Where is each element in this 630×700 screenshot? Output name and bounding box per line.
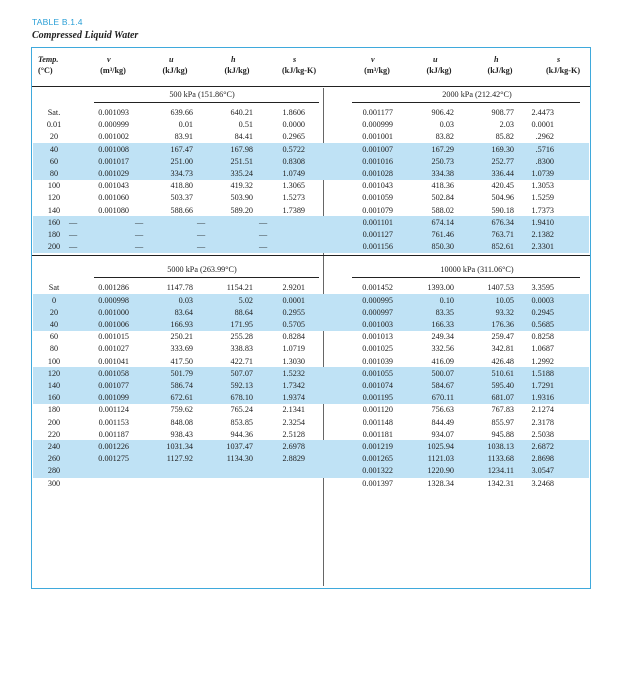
section2-right-3-0: 0.001003 [362, 320, 393, 329]
col-symbol-0: v [107, 55, 111, 64]
col-symbol-1: u [169, 55, 174, 64]
section2-right-14-3: 2.8698 [531, 454, 554, 464]
section1-left-title: 500 kPa (151.86°C) [169, 90, 235, 99]
section1-right-2-2: 85.82 [495, 132, 514, 142]
section1-left-4-2: 251.51 [230, 156, 253, 166]
section2-left-14-1: 1127.92 [166, 454, 193, 464]
section1-right-6-0: 0.001043 [362, 181, 393, 191]
section2-right-2-2: 93.32 [495, 307, 514, 317]
section1-left-5-2: 335.24 [230, 169, 253, 178]
section1-temp-0: Sat. [47, 108, 61, 117]
section2-right-16-1: 1328.34 [427, 478, 454, 488]
section2-right-6-2: 426.48 [491, 356, 514, 366]
table-title: Compressed Liquid Water [32, 30, 139, 41]
section1-right-10-1: 761.46 [431, 230, 454, 239]
section1-right-10-3: 2.1382 [531, 230, 554, 239]
section2-left-4-3: 0.8284 [282, 332, 305, 342]
section1-temp-2: 20 [49, 132, 59, 142]
section2-right-9-2: 681.07 [491, 393, 514, 403]
section1-right-7-0: 0.001059 [362, 193, 393, 203]
section2-temp-1: 0 [51, 295, 57, 305]
section2-right-14-1: 1121.03 [427, 454, 454, 464]
section2-left-5-0: 0.001027 [98, 344, 129, 354]
section1-left-2-0: 0.001002 [98, 132, 129, 142]
section2-left-3-2: 171.95 [230, 320, 253, 329]
section2-right-4-2: 259.47 [491, 332, 514, 342]
section1-right-1-0: 0.000999 [362, 120, 393, 130]
section2-left-8-3: 1.7342 [282, 381, 305, 390]
col-unit-2: (kJ/kg) [224, 66, 250, 75]
section2-left-8-1: 586.74 [170, 381, 193, 390]
section1-left-5-1: 334.73 [170, 169, 193, 178]
section2-right-12-1: 934.07 [431, 429, 454, 439]
section1-left-4-1: 251.00 [170, 156, 193, 166]
section1-left-9-1: — [135, 217, 144, 227]
section1-left-11-1: — [135, 242, 144, 252]
section1-temp-8: 140 [47, 205, 61, 215]
section1-left-10-1: — [135, 230, 144, 239]
section2-left-1-0: 0.000998 [98, 295, 129, 305]
col-symbol-4: v [371, 55, 375, 64]
section1-right-3-3: .5716 [535, 144, 554, 154]
section2-left-6-2: 422.71 [230, 356, 253, 366]
section1-right-4-1: 250.73 [431, 156, 454, 166]
section2-left-11-3: 2.3254 [282, 417, 305, 427]
section1-left-7-1: 503.37 [170, 193, 193, 203]
col-unit-6: (kJ/kg) [487, 66, 513, 75]
section2-right-3-3: 0.5685 [531, 320, 554, 329]
section2-right-0-0: 0.001452 [362, 283, 393, 293]
section1-left-1-3: 0.0000 [282, 120, 305, 130]
section2-right-5-1: 332.56 [431, 344, 454, 354]
section1-right-9-0: 0.001101 [362, 217, 393, 227]
section2-temp-11: 200 [47, 417, 61, 427]
section2-temp-5: 80 [49, 344, 59, 354]
section2-left-10-2: 765.24 [230, 405, 253, 415]
section2-left-4-1: 250.21 [170, 332, 193, 342]
section1-right-5-1: 334.38 [431, 169, 454, 178]
section1-left-2-1: 83.91 [174, 132, 193, 142]
section1-left-11-0: — [69, 242, 78, 252]
section1-temp-9: 160 [47, 217, 61, 227]
section1-right-0-1: 906.42 [431, 108, 454, 117]
section2-left-14-3: 2.8829 [282, 454, 305, 464]
section1-left-9-2: — [197, 217, 206, 227]
section2-right-6-3: 1.2992 [531, 356, 554, 366]
section2-right-11-3: 2.3178 [531, 417, 554, 427]
section2-right-5-3: 1.0687 [531, 344, 554, 354]
section1-right-6-1: 418.36 [431, 181, 454, 191]
section2-temp-9: 160 [47, 393, 61, 403]
section2-right-1-3: 0.0003 [531, 295, 554, 305]
col-unit-0: (m³/kg) [100, 66, 126, 75]
section1-right-2-0: 0.001001 [362, 132, 393, 142]
section1-right-5-0: 0.001028 [362, 169, 393, 178]
section1-temp-6: 100 [47, 181, 61, 191]
section1-left-4-0: 0.001017 [98, 156, 129, 166]
section2-left-3-0: 0.001006 [98, 320, 129, 329]
section2-right-rule [352, 277, 580, 278]
section2-right-15-1: 1220.90 [427, 466, 454, 476]
section1-right-10-0: 0.001127 [362, 230, 393, 239]
section2-right-2-3: 0.2945 [531, 307, 554, 317]
section2-right-3-2: 176.36 [491, 320, 514, 329]
section2-right-13-2: 1038.13 [487, 442, 514, 451]
section2-left-title: 5000 kPa (263.99°C) [167, 265, 237, 275]
section2-right-10-0: 0.001120 [362, 405, 393, 415]
section2-left-1-1: 0.03 [178, 295, 193, 305]
section1-right-8-0: 0.001079 [362, 205, 393, 215]
section2-left-10-0: 0.001124 [98, 405, 129, 415]
section2-right-7-3: 1.5188 [531, 368, 554, 378]
section1-right-title: 2000 kPa (212.42°C) [442, 90, 512, 99]
section1-right-2-1: 83.82 [435, 132, 454, 142]
section2-right-16-2: 1342.31 [487, 478, 514, 488]
col-symbol-5: u [433, 55, 438, 64]
section2-left-3-1: 166.93 [170, 320, 193, 329]
section2-right-8-1: 584.67 [431, 381, 454, 390]
section2-right-5-0: 0.001025 [362, 344, 393, 354]
section1-right-1-3: 0.0001 [531, 120, 554, 130]
section1-right-8-2: 590.18 [491, 205, 514, 215]
section2-left-11-2: 853.85 [230, 417, 253, 427]
section2-left-0-2: 1154.21 [226, 283, 253, 293]
section2-left-7-2: 507.07 [230, 368, 253, 378]
section1-temp-10: 180 [47, 230, 61, 239]
section2-right-12-3: 2.5038 [531, 429, 554, 439]
section1-left-0-0: 0.001093 [98, 108, 129, 117]
col-symbol-7: s [557, 55, 561, 64]
section1-left-3-0: 0.001008 [98, 144, 129, 154]
section2-right-16-3: 3.2468 [531, 478, 554, 488]
section2-left-3-3: 0.5705 [282, 320, 305, 329]
section1-left-10-0: — [69, 230, 78, 239]
section2-left-12-2: 944.36 [230, 429, 253, 439]
section1-right-1-2: 2.03 [499, 120, 514, 130]
section2-temp-15: 280 [47, 466, 61, 476]
section1-right-rule [352, 102, 580, 103]
section2-right-2-1: 83.35 [435, 307, 454, 317]
section1-right-9-1: 674.14 [431, 217, 454, 227]
section2-right-1-2: 10.05 [495, 295, 514, 305]
section2-temp-16: 300 [47, 478, 61, 488]
col-unit-1: (kJ/kg) [162, 66, 188, 75]
temp-unit: (°C) [38, 66, 53, 75]
section2-right-8-2: 595.40 [491, 381, 514, 390]
section1-left-0-3: 1.8606 [282, 108, 305, 117]
section2-left-9-1: 672.61 [170, 393, 193, 403]
section2-right-6-1: 416.09 [431, 356, 454, 366]
section2-right-11-0: 0.001148 [362, 417, 393, 427]
section1-right-6-2: 420.45 [491, 181, 514, 191]
section2-right-9-1: 670.11 [431, 393, 454, 403]
section2-right-1-1: 0.10 [439, 295, 454, 305]
section1-temp-4: 60 [49, 156, 59, 166]
section1-left-6-3: 1.3065 [282, 181, 305, 191]
section1-right-0-2: 908.77 [491, 108, 514, 117]
section2-right-12-0: 0.001181 [362, 429, 393, 439]
section1-temp-7: 120 [47, 193, 61, 203]
section1-left-8-2: 589.20 [230, 205, 253, 215]
section2-temp-2: 20 [49, 307, 59, 317]
section2-left-0-1: 1147.78 [166, 283, 193, 293]
section2-right-2-0: 0.000997 [362, 307, 393, 317]
section1-left-0-1: 639.66 [170, 108, 193, 117]
section1-left-8-0: 0.001080 [98, 205, 129, 215]
section2-temp-13: 240 [47, 442, 61, 451]
section1-right-8-3: 1.7373 [531, 205, 554, 215]
section1-right-11-1: 850.30 [431, 242, 454, 252]
section2-left-5-1: 333.69 [170, 344, 193, 354]
section1-left-9-3: — [259, 217, 268, 227]
section2-right-1-0: 0.000995 [362, 295, 393, 305]
section2-left-2-2: 88.64 [234, 307, 253, 317]
section2-right-6-0: 0.001039 [362, 356, 393, 366]
section2-left-13-3: 2.6978 [282, 442, 305, 451]
section2-left-12-0: 0.001187 [98, 429, 129, 439]
section2-right-8-0: 0.001074 [362, 381, 393, 390]
section2-right-15-2: 1234.11 [487, 466, 514, 476]
section2-left-0-3: 2.9201 [282, 283, 305, 293]
section1-left-10-2: — [197, 230, 206, 239]
section2-left-6-0: 0.001041 [98, 356, 129, 366]
table-header [32, 48, 590, 87]
section2-right-9-3: 1.9316 [531, 393, 554, 403]
section1-temp-5: 80 [49, 169, 59, 178]
section2-right-0-2: 1407.53 [487, 283, 514, 293]
section2-left-6-3: 1.3030 [282, 356, 305, 366]
section1-right-4-0: 0.001016 [362, 156, 393, 166]
section1-right-3-0: 0.001007 [362, 144, 393, 154]
section1-left-8-3: 1.7389 [282, 205, 305, 215]
section1-right-1-1: 0.03 [439, 120, 454, 130]
section2-left-10-3: 2.1341 [282, 405, 305, 415]
section2-left-13-1: 1031.34 [166, 442, 193, 451]
section2-temp-10: 180 [47, 405, 61, 415]
section1-right-6-3: 1.3053 [531, 181, 554, 191]
section2-left-9-2: 678.10 [230, 393, 253, 403]
section1-left-7-3: 1.5273 [282, 193, 305, 203]
section2-right-7-1: 500.07 [431, 368, 454, 378]
section2-right-14-2: 1133.68 [487, 454, 514, 464]
section2-left-0-0: 0.001286 [98, 283, 129, 293]
section2-right-4-0: 0.001013 [362, 332, 393, 342]
section1-right-3-2: 169.30 [491, 144, 514, 154]
section2-left-13-2: 1037.47 [226, 442, 253, 451]
section2-temp-3: 40 [49, 320, 59, 329]
section1-left-1-0: 0.000999 [98, 120, 129, 130]
section2-left-7-1: 501.79 [170, 368, 193, 378]
section2-left-6-1: 417.50 [170, 356, 193, 366]
col-unit-7: (kJ/kg-K) [545, 66, 581, 75]
section2-left-7-0: 0.001058 [98, 368, 129, 378]
section2-right-12-2: 945.88 [491, 429, 514, 439]
col-unit-4: (m³/kg) [364, 66, 390, 75]
section2-left-8-2: 592.13 [230, 381, 253, 390]
section2-temp-8: 140 [47, 381, 61, 390]
section1-right-7-1: 502.84 [431, 193, 454, 203]
section2-right-0-1: 1393.00 [427, 283, 454, 293]
section1-left-5-0: 0.001029 [98, 169, 129, 178]
section2-left-4-0: 0.001015 [98, 332, 129, 342]
section2-left-13-0: 0.001226 [98, 442, 129, 451]
section1-temp-1: 0.01 [46, 120, 62, 130]
section2-left-2-0: 0.001000 [98, 307, 129, 317]
section1-left-11-3: — [259, 242, 268, 252]
section2-left-12-1: 938.43 [170, 429, 193, 439]
section2-left-14-0: 0.001275 [98, 454, 129, 464]
section1-right-9-2: 676.34 [491, 217, 514, 227]
section1-right-9-3: 1.9410 [531, 217, 554, 227]
section1-left-8-1: 588.66 [170, 205, 193, 215]
section2-right-15-3: 3.0547 [531, 466, 554, 476]
section2-left-4-2: 255.28 [230, 332, 253, 342]
section2-left-12-3: 2.5128 [282, 429, 305, 439]
section1-left-9-0: — [69, 217, 78, 227]
section1-left-0-2: 640.21 [230, 108, 253, 117]
section2-left-8-0: 0.001077 [98, 381, 129, 390]
section2-temp-14: 260 [47, 454, 61, 464]
section2-left-rule [94, 277, 319, 278]
section1-left-rule [94, 102, 319, 103]
section1-temp-3: 40 [49, 144, 59, 154]
section2-temp-7: 120 [47, 368, 61, 378]
section2-right-5-2: 342.81 [491, 344, 514, 354]
section-separator [32, 255, 590, 256]
section2-right-7-0: 0.001055 [362, 368, 393, 378]
section1-right-4-3: .8300 [535, 156, 554, 166]
section2-left-9-0: 0.001099 [98, 393, 129, 403]
section2-temp-4: 60 [49, 332, 59, 342]
col-unit-3: (kJ/kg-K) [281, 66, 317, 75]
section2-temp-12: 220 [47, 429, 61, 439]
section2-temp-6: 100 [47, 356, 61, 366]
section1-right-7-2: 504.96 [491, 193, 514, 203]
section1-right-2-3: .2962 [535, 132, 554, 142]
section2-left-1-2: 5.02 [238, 295, 253, 305]
section2-temp-0: Sat [48, 283, 60, 293]
section1-left-7-2: 503.90 [230, 193, 253, 203]
section1-right-11-2: 852.61 [491, 242, 514, 252]
section1-right-0-3: 2.4473 [531, 108, 554, 117]
section1-left-3-1: 167.47 [170, 144, 193, 154]
section2-right-7-2: 510.61 [491, 368, 514, 378]
section1-left-2-3: 0.2965 [282, 132, 305, 142]
col-symbol-2: h [231, 55, 236, 64]
compressed-liquid-table [31, 47, 591, 589]
section2-right-13-0: 0.001219 [362, 442, 393, 451]
section2-left-14-2: 1134.30 [226, 454, 253, 464]
section1-left-4-3: 0.8308 [282, 156, 305, 166]
section2-left-2-1: 83.64 [174, 307, 193, 317]
section2-left-11-1: 848.08 [170, 417, 193, 427]
section2-right-10-2: 767.83 [491, 405, 514, 415]
section2-right-4-1: 249.34 [431, 332, 454, 342]
section1-left-6-1: 418.80 [170, 181, 193, 191]
section1-right-0-0: 0.001177 [362, 108, 393, 117]
section2-right-11-1: 844.49 [431, 417, 454, 427]
section1-left-1-2: 0.51 [238, 120, 253, 130]
section1-left-11-2: — [197, 242, 206, 252]
section1-right-8-1: 588.02 [431, 205, 454, 215]
col-unit-5: (kJ/kg) [426, 66, 452, 75]
section1-temp-11: 200 [47, 242, 61, 252]
section1-left-2-2: 84.41 [234, 132, 253, 142]
section2-left-11-0: 0.001153 [98, 417, 129, 427]
section1-left-3-2: 167.98 [230, 144, 253, 154]
section2-left-2-3: 0.2955 [282, 307, 305, 317]
section2-left-7-3: 1.5232 [282, 368, 305, 378]
section2-left-10-1: 759.62 [170, 405, 193, 415]
section1-right-3-1: 167.29 [431, 144, 454, 154]
section1-left-6-0: 0.001043 [98, 181, 129, 191]
col-symbol-6: h [494, 55, 499, 64]
section1-left-1-1: 0.01 [178, 120, 193, 130]
temp-header: Temp. [38, 55, 59, 64]
section2-right-3-1: 166.33 [431, 320, 454, 329]
section2-right-9-0: 0.001195 [362, 393, 393, 403]
section1-left-7-0: 0.001060 [98, 193, 129, 203]
section2-right-8-3: 1.7291 [531, 381, 554, 390]
section2-right-0-3: 3.3595 [531, 283, 554, 293]
section2-right-13-1: 1025.94 [427, 442, 454, 451]
section1-right-10-2: 763.71 [491, 230, 514, 239]
section2-right-15-0: 0.001322 [362, 466, 393, 476]
section2-right-title: 10000 kPa (311.06°C) [440, 265, 514, 275]
section1-right-5-2: 336.44 [491, 169, 514, 178]
section1-right-5-3: 1.0739 [531, 169, 554, 178]
section1-right-4-2: 252.77 [491, 156, 514, 166]
section1-left-10-3: — [259, 230, 268, 239]
section2-right-13-3: 2.6872 [531, 442, 554, 451]
section1-right-11-3: 2.3301 [531, 242, 554, 252]
section2-right-10-3: 2.1274 [531, 405, 554, 415]
section2-left-9-3: 1.9374 [282, 393, 305, 403]
section2-right-10-1: 756.63 [431, 405, 454, 415]
section2-left-1-3: 0.0001 [282, 295, 305, 305]
table-label: TABLE B.1.4 [32, 17, 83, 27]
section1-left-3-3: 0.5722 [282, 144, 305, 154]
section1-right-7-3: 1.5259 [531, 193, 554, 203]
col-symbol-3: s [293, 55, 297, 64]
section2-left-5-3: 1.0719 [282, 344, 305, 354]
section1-left-6-2: 419.32 [230, 181, 253, 191]
section1-left-5-3: 1.0749 [282, 169, 305, 178]
section2-right-14-0: 0.001265 [362, 454, 393, 464]
section2-left-5-2: 338.83 [230, 344, 253, 354]
section2-right-11-2: 855.97 [491, 417, 514, 427]
section1-right-11-0: 0.001156 [362, 242, 393, 252]
section2-right-4-3: 0.8258 [531, 332, 554, 342]
section2-right-16-0: 0.001397 [362, 478, 393, 488]
